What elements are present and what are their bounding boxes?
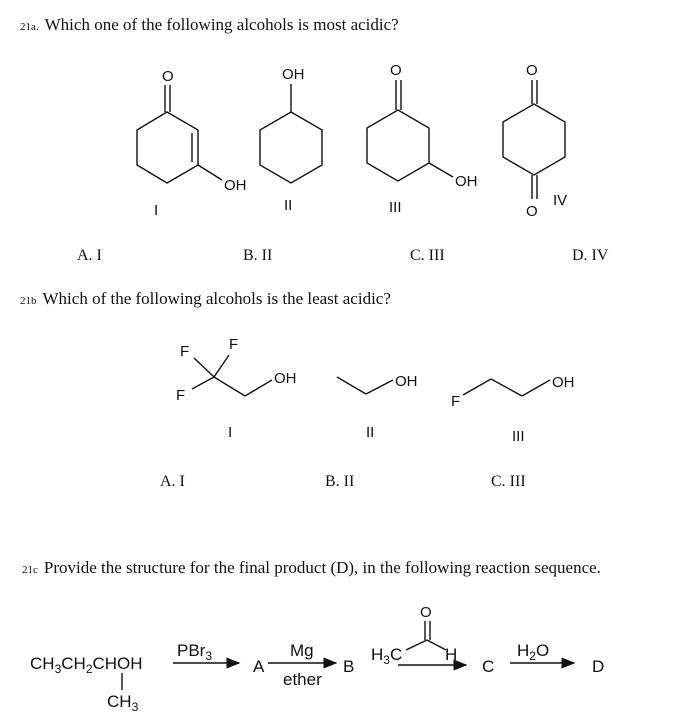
struct-label: IV (553, 192, 568, 209)
reaction-scheme (0, 595, 673, 725)
struct-label: O (526, 203, 538, 220)
choice-a: A. I (160, 473, 185, 490)
start-branch: $CH_3$ (107, 692, 139, 714)
struct-label: I (228, 424, 233, 441)
choice-c: C. III (410, 247, 445, 264)
struct-label: II (284, 197, 293, 214)
struct-label: II (366, 424, 375, 441)
question-21b (20, 289, 391, 309)
struct-label: OH (455, 173, 478, 190)
intermediate-c: C (482, 657, 495, 676)
struct-label: F (451, 393, 461, 410)
struct-label: III (512, 428, 525, 445)
question-number: 21a. (20, 21, 39, 33)
choice-a: A. I (77, 247, 102, 264)
structure-iv (503, 62, 567, 220)
question-text: Which of the following alcohols is the least acidic? (42, 289, 391, 308)
start-material: $CH_3CH_2CHOH$ (30, 654, 143, 676)
struct-label: O (390, 62, 402, 79)
struct-label: OH (274, 370, 297, 387)
choice-b: B. II (325, 473, 355, 490)
question-21a (20, 15, 399, 35)
reagent-1: PBr$_3$ (177, 641, 213, 663)
struct-label: OH (395, 373, 418, 390)
struct-label: III (389, 199, 402, 216)
structure-ii (260, 66, 322, 214)
struct-label: F (229, 336, 239, 353)
struct-label: F (180, 343, 190, 360)
structure-iii (451, 374, 575, 445)
question-text: Which one of the following alcohols is most acidic? (44, 15, 399, 34)
question-text: Provide the structure for the final product (D), in the following reaction sequence. (43, 558, 601, 577)
question-21c (22, 558, 601, 578)
choice-b: B. II (243, 247, 273, 264)
aldehyde-left: $H_3C$ (371, 645, 403, 667)
aldehyde-right: H (445, 645, 458, 664)
structure-i (137, 68, 247, 219)
struct-label: O (162, 68, 174, 85)
struct-label: OH (552, 374, 575, 391)
structures-21b (0, 330, 673, 450)
reagent-4: $H_2O$ (517, 641, 550, 663)
structure-i (176, 336, 297, 441)
reagent-2-top: Mg (290, 641, 314, 660)
choice-c: C. III (491, 473, 526, 490)
question-number: 21b (20, 295, 37, 307)
structure-iii (367, 62, 478, 216)
question-number: 21c (22, 564, 38, 576)
aldehyde-oxygen: O (420, 604, 432, 621)
intermediate-b: B (343, 657, 355, 676)
structure-ii (337, 373, 418, 441)
product-d: D (592, 657, 605, 676)
struct-label: I (154, 202, 159, 219)
struct-label: F (176, 387, 186, 404)
reagent-2-bottom: ether (283, 670, 322, 689)
intermediate-a: A (253, 657, 265, 676)
struct-label: O (526, 62, 538, 79)
struct-label: OH (224, 177, 247, 194)
choice-d: D. IV (572, 247, 609, 264)
struct-label: OH (282, 66, 305, 83)
